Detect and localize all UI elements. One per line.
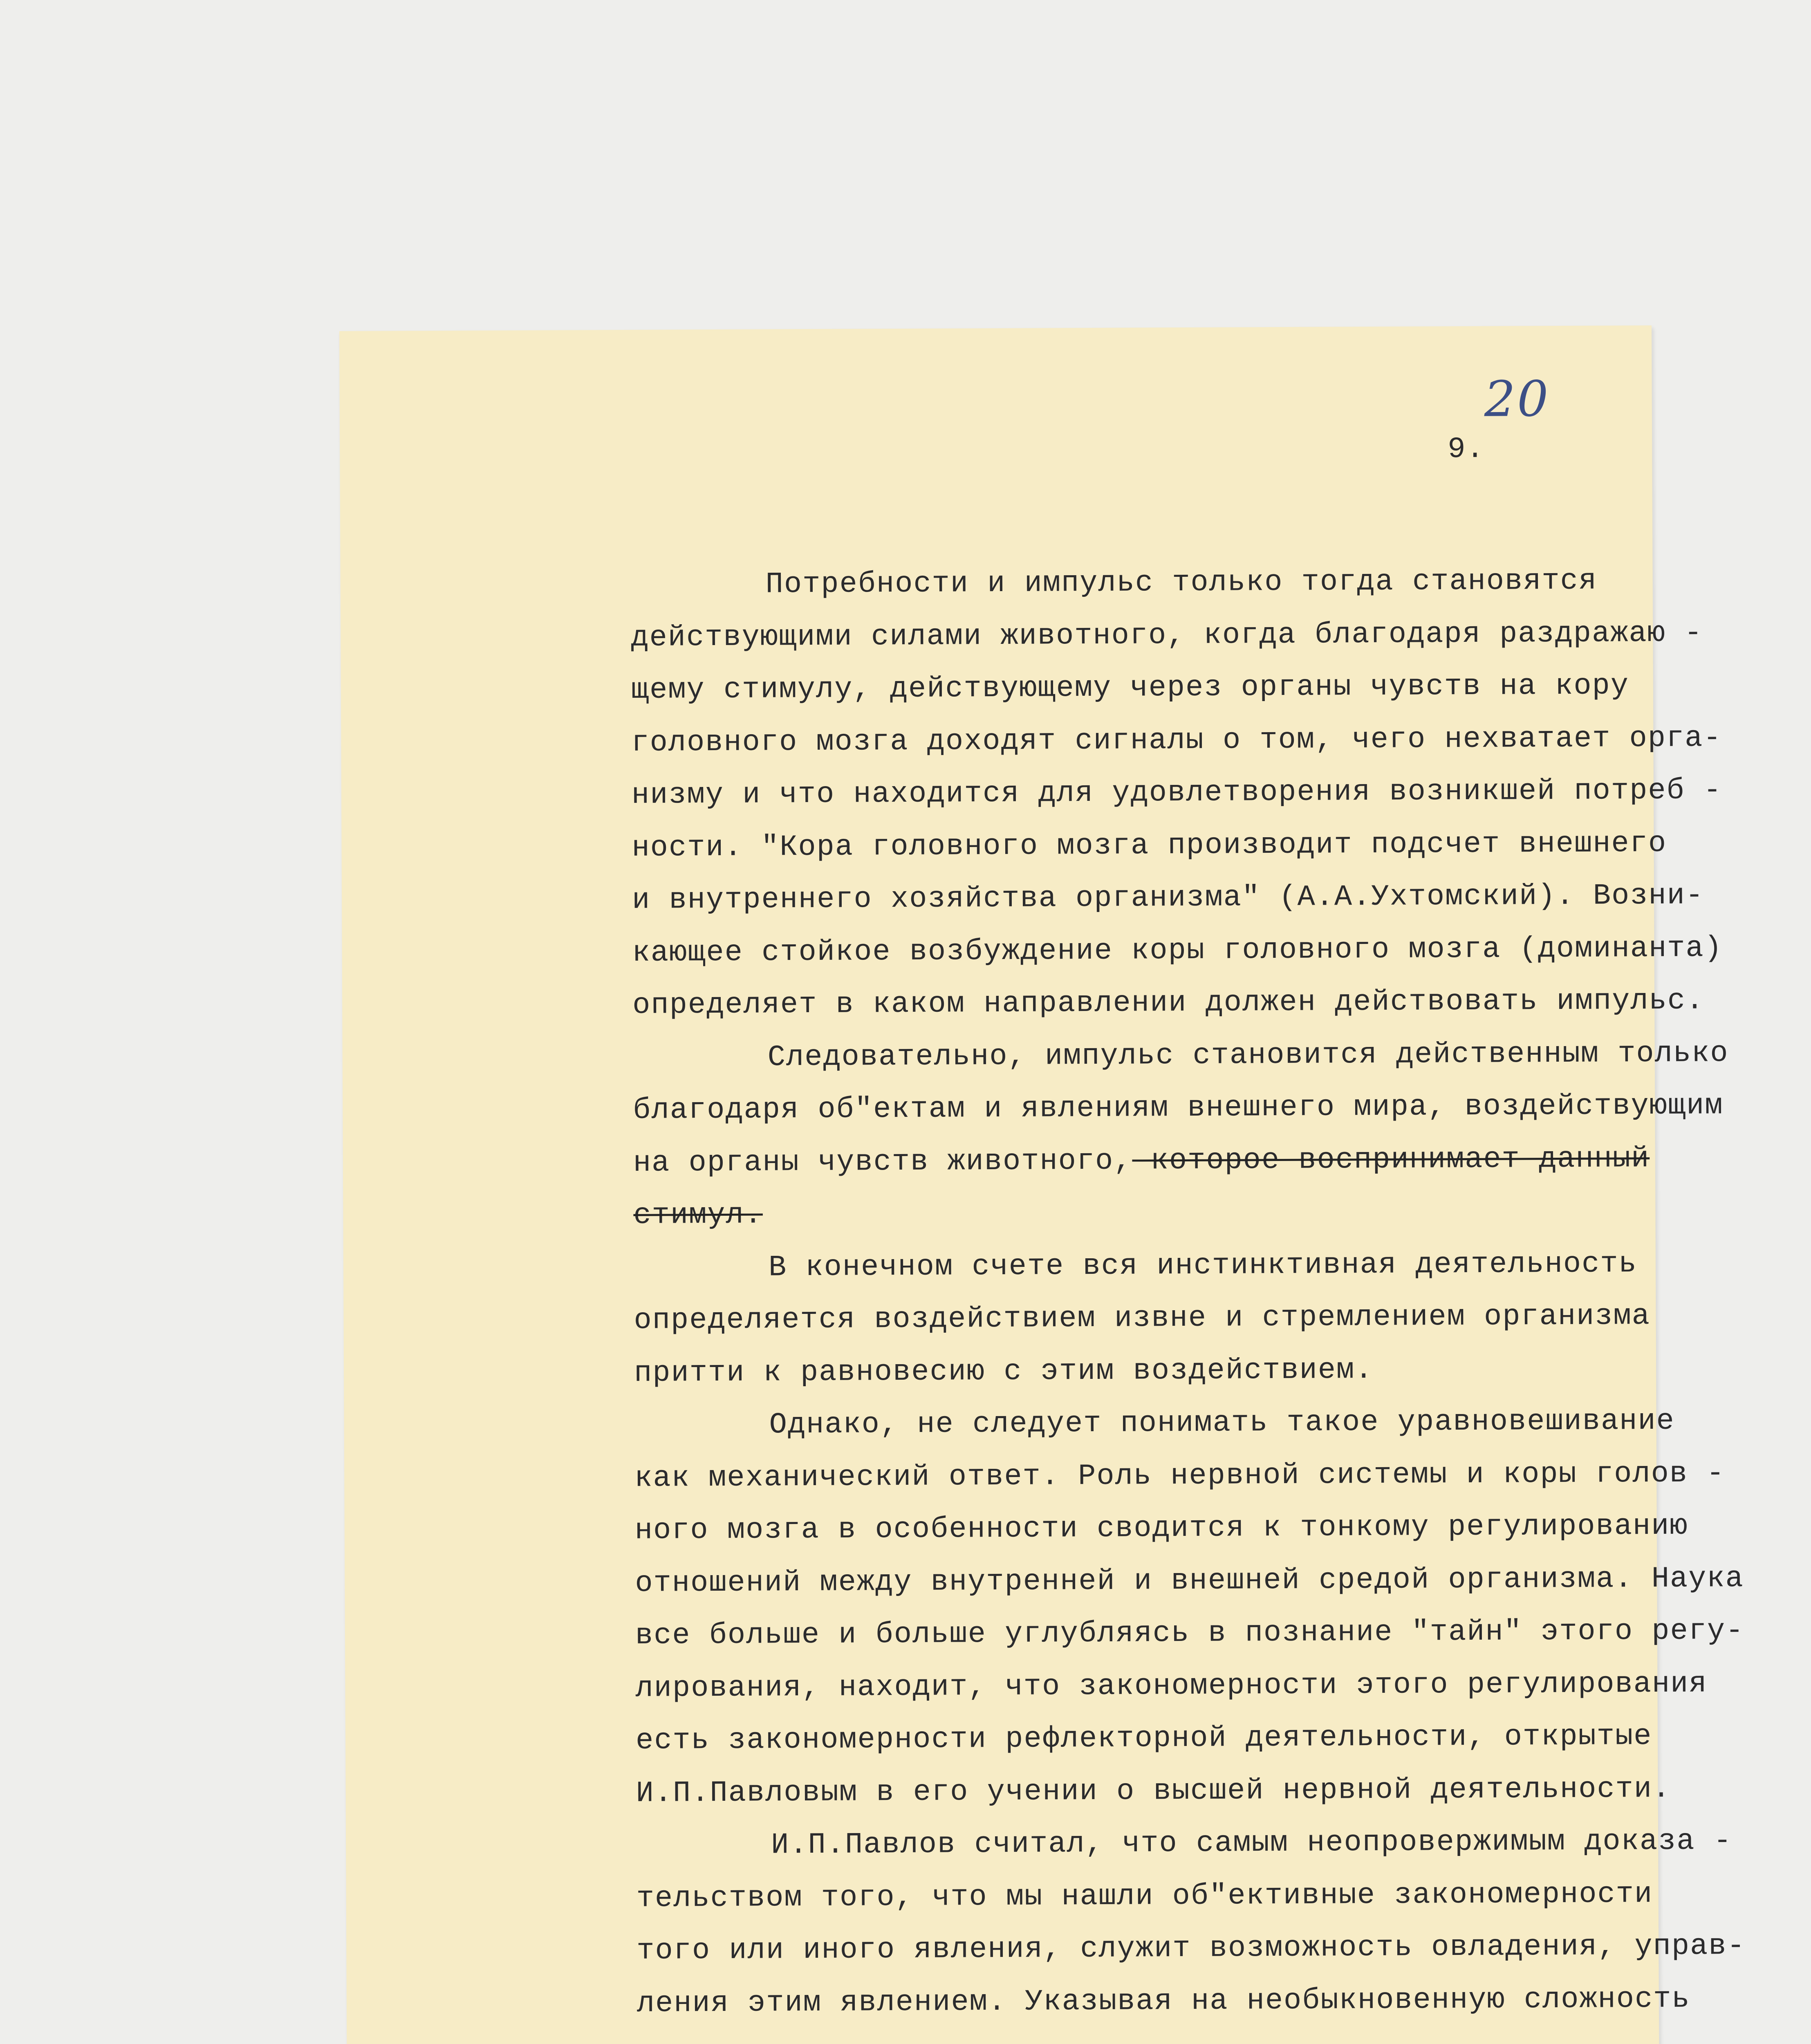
text-line [635, 1658, 1708, 1715]
line-text: есть закономерности рефлекторной деятельности, открытые [635, 1719, 1652, 1757]
text-line [634, 1500, 1688, 1557]
line-text: Однако, не следует понимать такое уравновешивание [769, 1404, 1675, 1442]
line-text: И.П.Павлов считал, что самым неопровержимым доказа - [771, 1824, 1733, 1862]
text-line [633, 1132, 1650, 1189]
line-text: все больше и больше углубляясь в познание "тайн" этого регу- [635, 1614, 1744, 1652]
text-line [632, 817, 1667, 874]
text-line [634, 1342, 1640, 1399]
struck-through-text: которое воспринимает данный [1132, 1141, 1650, 1178]
text-line [636, 1763, 1671, 1820]
text-line [630, 554, 1636, 611]
line-text: Следовательно, импульс становится действенным только [767, 1036, 1729, 1074]
line-text: благодаря об"ектам и явлениям внешнего мира, воздействующим [633, 1089, 1724, 1127]
handwritten-folio-number: 20 [1484, 371, 1550, 428]
text-line [632, 975, 1705, 1031]
text-line [631, 607, 1703, 664]
page-number: 9. [1448, 432, 1485, 466]
line-text: ности. "Кора головного мозга производит подсчет внешнего [632, 826, 1667, 865]
line-text: В конечном счете вся инстинктивная деятельность [768, 1246, 1637, 1284]
line-text: щему стимулу, действующему через органы чувств на кору [631, 669, 1629, 707]
line-text: как механический ответ. Роль нервной системы и коры голов - [634, 1456, 1725, 1495]
line-text: кающее стойкое возбуждение коры головного мозга (доминанта) [632, 931, 1723, 970]
text-line [635, 1553, 1744, 1609]
line-text: того или иного явления, служит возможность овладения, управ- [637, 1929, 1746, 1968]
body-text [630, 554, 1746, 2030]
line-text: отношений между внутренней и внешней средой организма. Наука [635, 1561, 1744, 1600]
line-text: действующими силами животного, когда благодаря раздражаю - [631, 616, 1703, 654]
line-text: ления этим явлением. Указывая на необыкновенную сложность [637, 1982, 1690, 2020]
text-line [633, 1080, 1724, 1136]
text-line [634, 1448, 1725, 1504]
line-text: ного мозга в особенности сводится к тонкому регулированию [634, 1509, 1688, 1547]
line-text: лирования, находит, что закономерности этого регулирования [635, 1666, 1708, 1705]
line-text: на органы чувств животного, [633, 1144, 1132, 1180]
text-line [631, 712, 1722, 769]
text-line [634, 1290, 1651, 1347]
struck-through-text: стимул. [633, 1198, 763, 1232]
text-line [637, 1920, 1746, 1977]
text-line [634, 1395, 1675, 1452]
text-line [631, 659, 1637, 716]
line-text: Потребности и импульс только тогда становятся [765, 564, 1598, 601]
line-text: тельством того, что мы нашли об"ективные закономерности [636, 1877, 1653, 1915]
text-line [637, 1973, 1690, 2030]
line-text: И.П.Павловым в его учении о высшей нервной деятельности. [636, 1772, 1671, 1810]
text-line [636, 1815, 1733, 1872]
line-text: и внутреннего хозяйства организма" (А.А.Ухтомский). Возни- [632, 879, 1704, 917]
text-line [634, 1237, 1640, 1294]
line-text: определяется воздействием извне и стремлением организма [634, 1299, 1651, 1337]
typewritten-page [339, 325, 1746, 2044]
line-text: низму и что находится для удовлетворения возникшей потреб - [631, 773, 1722, 812]
text-line [631, 764, 1722, 821]
line-text: определяет в каком направлении должен действовать импульс. [632, 984, 1705, 1022]
text-line [633, 1185, 1639, 1242]
text-line [635, 1710, 1652, 1767]
line-text: притти к равновесию с этим воздействием. [634, 1353, 1374, 1390]
text-line [636, 1868, 1653, 1925]
text-line [632, 922, 1723, 979]
text-line [635, 1605, 1744, 1662]
text-line [632, 1027, 1729, 1084]
text-line [632, 870, 1704, 926]
line-text: головного мозга доходят сигналы о том, чего нехватает орга- [631, 721, 1722, 760]
